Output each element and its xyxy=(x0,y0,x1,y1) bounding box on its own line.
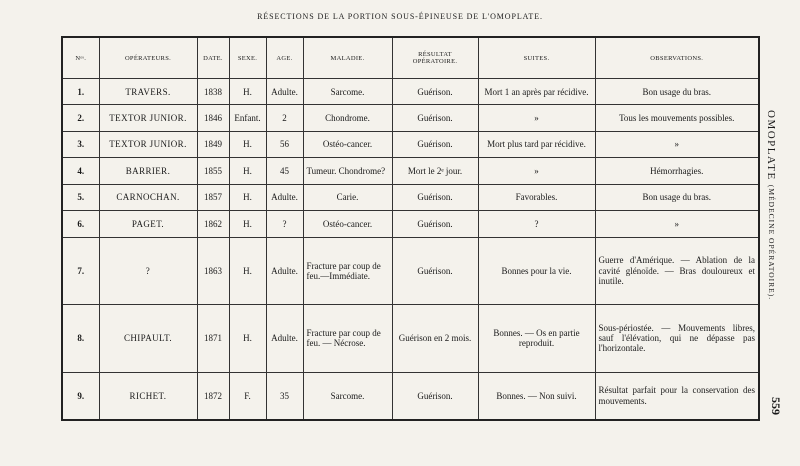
row-result: Guérison en 2 mois. xyxy=(392,305,478,372)
table-row xyxy=(62,305,759,372)
row-num: 6. xyxy=(62,211,99,237)
row-sequelae: Bonnes pour la vie. xyxy=(478,237,595,304)
table-row xyxy=(62,237,759,304)
row-operator: TEXTOR JUNIOR. xyxy=(99,131,197,157)
row-disease: Ostéo-cancer. xyxy=(303,131,392,157)
row-observations: Hémorrhagies. xyxy=(595,158,759,184)
row-operator: PAGET. xyxy=(99,211,197,237)
row-sequelae: Bonnes. — Non suivi. xyxy=(478,372,595,420)
row-date: 1846 xyxy=(197,105,229,131)
row-num: 8. xyxy=(62,305,99,372)
header-age: AGE. xyxy=(266,37,303,79)
row-result: Guérison. xyxy=(392,372,478,420)
row-sequelae: Mort 1 an après par récidive. xyxy=(478,79,595,105)
running-head xyxy=(765,110,777,300)
page-number: 559 xyxy=(769,397,783,415)
row-date: 1855 xyxy=(197,158,229,184)
row-observations: » xyxy=(595,211,759,237)
header-observations: OBSERVATIONS. xyxy=(595,37,759,79)
table-row xyxy=(62,211,759,237)
row-sex: Enfant. xyxy=(229,105,266,131)
row-result: Mort le 2ᵉ jour. xyxy=(392,158,478,184)
page-title: RÉSECTIONS DE LA PORTION SOUS-ÉPINEUSE DE L'OMOPLATE. xyxy=(257,12,543,21)
row-disease: Fracture par coup de feu. — Nécrose. xyxy=(303,305,392,372)
header-num: Nᵒˢ. xyxy=(62,37,99,79)
row-date: 1872 xyxy=(197,372,229,420)
row-sex: H. xyxy=(229,237,266,304)
row-sex: F. xyxy=(229,372,266,420)
header-row xyxy=(62,37,759,79)
row-disease: Tumeur. Chondrome? xyxy=(303,158,392,184)
row-observations: Résultat parfait pour la conservation des mouvements. xyxy=(595,372,759,420)
table-row xyxy=(62,79,759,105)
row-date: 1871 xyxy=(197,305,229,372)
row-sex: H. xyxy=(229,305,266,372)
row-sequelae: Favorables. xyxy=(478,184,595,210)
row-date: 1838 xyxy=(197,79,229,105)
row-sex: H. xyxy=(229,79,266,105)
row-result: Guérison. xyxy=(392,184,478,210)
row-observations: Bon usage du bras. xyxy=(595,184,759,210)
row-age: Adulte. xyxy=(266,305,303,372)
table-row xyxy=(62,372,759,420)
row-sex: H. xyxy=(229,158,266,184)
row-num: 9. xyxy=(62,372,99,420)
row-age: 35 xyxy=(266,372,303,420)
row-operator: TRAVERS. xyxy=(99,79,197,105)
row-age: 2 xyxy=(266,105,303,131)
row-disease: Sarcome. xyxy=(303,372,392,420)
row-sex: H. xyxy=(229,211,266,237)
header-operators: OPÉRATEURS. xyxy=(99,37,197,79)
row-observations: Bon usage du bras. xyxy=(595,79,759,105)
table-row xyxy=(62,131,759,157)
row-disease: Chondrome. xyxy=(303,105,392,131)
table-row xyxy=(62,158,759,184)
row-age: 45 xyxy=(266,158,303,184)
row-result: Guérison. xyxy=(392,105,478,131)
row-sequelae: » xyxy=(478,105,595,131)
row-disease: Carie. xyxy=(303,184,392,210)
header-disease: MALADIE. xyxy=(303,37,392,79)
row-observations: Sous-périostée. — Mouvements libres, sauf l'élévation, qui ne dépasse pas l'horizontale. xyxy=(595,305,759,372)
row-date: 1862 xyxy=(197,211,229,237)
row-sequelae: » xyxy=(478,158,595,184)
row-sex: H. xyxy=(229,131,266,157)
row-operator: RICHET. xyxy=(99,372,197,420)
row-age: Adulte. xyxy=(266,184,303,210)
row-num: 1. xyxy=(62,79,99,105)
header-sex: SEXE. xyxy=(229,37,266,79)
row-disease: Fracture par coup de feu.—Immédiate. xyxy=(303,237,392,304)
row-result: Guérison. xyxy=(392,79,478,105)
row-result: Guérison. xyxy=(392,131,478,157)
row-sequelae: Mort plus tard par récidive. xyxy=(478,131,595,157)
row-age: Adulte. xyxy=(266,79,303,105)
row-sex: H. xyxy=(229,184,266,210)
table-row xyxy=(62,184,759,210)
row-sequelae: ? xyxy=(478,211,595,237)
row-operator: BARRIER. xyxy=(99,158,197,184)
header-result: RÉSULTAT OPÉRATOIRE. xyxy=(392,37,478,79)
row-num: 7. xyxy=(62,237,99,304)
row-sequelae: Bonnes. — Os en partie reproduit. xyxy=(478,305,595,372)
row-observations: Tous les mouvements possibles. xyxy=(595,105,759,131)
row-result: Guérison. xyxy=(392,237,478,304)
row-num: 4. xyxy=(62,158,99,184)
row-disease: Sarcome. xyxy=(303,79,392,105)
row-operator: CHIPAULT. xyxy=(99,305,197,372)
row-date: 1857 xyxy=(197,184,229,210)
header-date: DATE. xyxy=(197,37,229,79)
row-num: 5. xyxy=(62,184,99,210)
row-observations: Guerre d'Amérique. — Ablation de la cavité glénoïde. — Bras douloureux et inutile. xyxy=(595,237,759,304)
row-age: ? xyxy=(266,211,303,237)
row-operator: TEXTOR JUNIOR. xyxy=(99,105,197,131)
row-result: Guérison. xyxy=(392,211,478,237)
row-operator: ? xyxy=(99,237,197,304)
row-num: 3. xyxy=(62,131,99,157)
running-head-main: OMOPLATE xyxy=(765,110,777,181)
row-age: 56 xyxy=(266,131,303,157)
row-date: 1863 xyxy=(197,237,229,304)
table-row xyxy=(62,105,759,131)
row-num: 2. xyxy=(62,105,99,131)
row-disease: Ostéo-cancer. xyxy=(303,211,392,237)
row-date: 1849 xyxy=(197,131,229,157)
header-sequelae: SUITES. xyxy=(478,37,595,79)
row-age: Adulte. xyxy=(266,237,303,304)
resections-table xyxy=(61,36,760,421)
row-observations: » xyxy=(595,131,759,157)
running-head-sub: (MÉDECINE OPÉRATOIRE). xyxy=(767,184,776,301)
row-operator: CARNOCHAN. xyxy=(99,184,197,210)
